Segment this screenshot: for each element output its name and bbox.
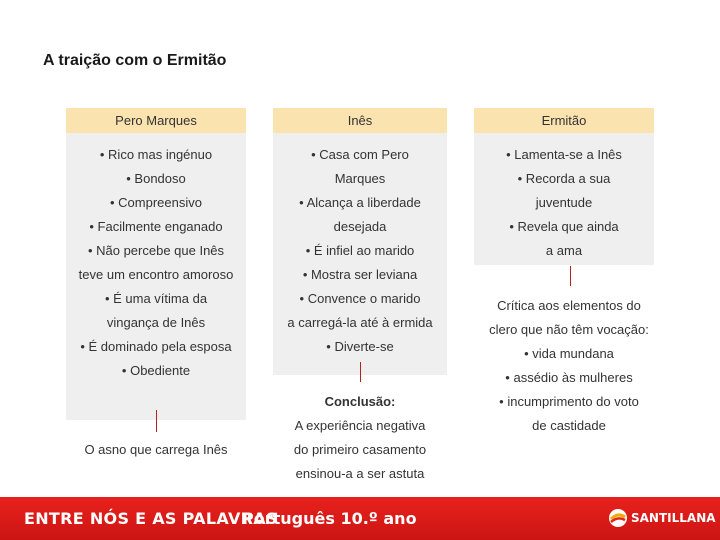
note-line: A experiência negativa [294,418,426,433]
list-item: • Obediente [121,363,191,378]
list-item: • É infiel ao marido [305,243,415,258]
column-body [66,133,246,420]
note-line: clero que não têm vocação: [489,322,649,337]
list-item: • Diverte-se [326,339,394,354]
column-header: Pero Marques [66,108,246,133]
footer-banner [0,497,720,540]
column-header: Ermitão [474,108,654,133]
list-item: • Rico mas ingénuo [99,147,213,162]
list-item: a carregá-la até à ermida [287,315,433,330]
list-item: vingança de Inês [106,315,206,330]
note-line: ensinou-a a ser astuta [295,466,425,481]
list-item: Marques [334,171,386,186]
column-body [273,133,447,375]
column-body [474,133,654,265]
santillana-logo-icon [608,508,628,528]
brand [608,507,716,529]
note-line: do primeiro casamento [293,442,427,457]
list-item: • Não percebe que Inês [87,243,225,258]
column-ermitao [474,108,654,265]
connector-line [360,362,361,382]
column-pero-marques [66,108,246,420]
list-item: • Revela que ainda [509,219,619,234]
footer-title: ENTRE NÓS E AS PALAVRAS [24,509,278,528]
list-item: • Mostra ser leviana [302,267,418,282]
list-item: • Casa com Pero [311,147,409,162]
brand-name: SANTILLANA [631,511,716,525]
list-item: • Bondoso [126,171,186,186]
list-item: • Lamenta-se a Inês [506,147,622,162]
footer-subtitle: Português 10.º ano [242,509,417,528]
note-line: • assédio às mulheres [505,370,633,385]
conclusion-label: Conclusão: [324,394,396,409]
list-item: desejada [333,219,387,234]
list-item: • É uma vítima da [104,291,208,306]
list-item: teve um encontro amoroso [78,267,234,282]
column-note [66,438,246,462]
column-note [273,390,447,486]
list-item: • Facilmente enganado [89,219,223,234]
note-line: de castidade [532,418,606,433]
list-item: • Convence o marido [299,291,421,306]
list-item: a ama [545,243,583,258]
page-title: A traição com o Ermitão [43,52,227,69]
connector-line [570,266,571,286]
note-line: Crítica aos elementos do [497,298,641,313]
list-item: • Alcança a liberdade [299,195,421,210]
list-item: • Compreensivo [110,195,202,210]
list-item: juventude [535,195,593,210]
note-line: O asno que carrega Inês [84,442,228,457]
column-ines [273,108,447,375]
connector-line [156,410,157,432]
list-item: • Recorda a sua [517,171,611,186]
column-header: Inês [273,108,447,133]
note-line: • incumprimento do voto [499,394,639,409]
column-note [474,294,664,438]
note-line: • vida mundana [524,346,614,361]
list-item: • É dominado pela esposa [80,339,232,354]
